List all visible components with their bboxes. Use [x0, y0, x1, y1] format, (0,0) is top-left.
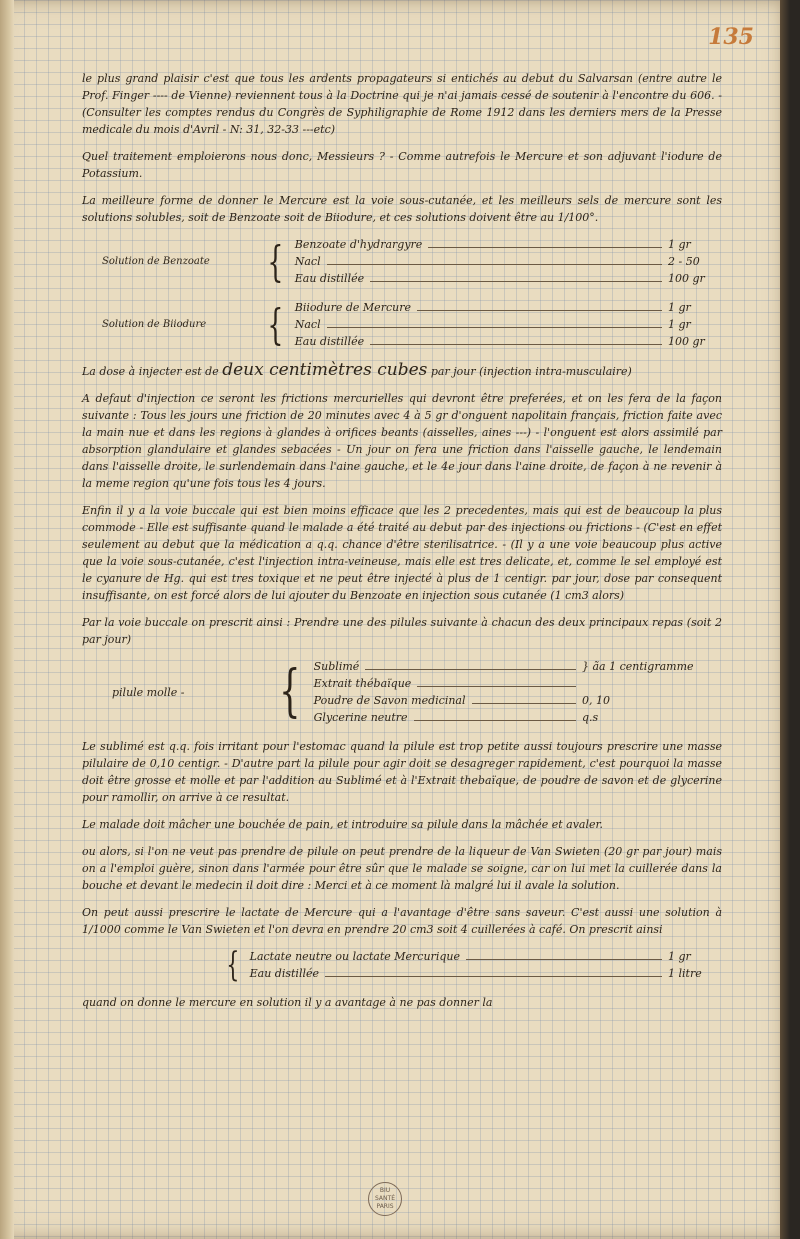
- recipe-label: Solution de Benzoate: [102, 256, 210, 267]
- brace-icon: {: [226, 945, 240, 985]
- ingredient-row: Glycerine neutre q.s: [313, 711, 599, 724]
- ingredient-row: Sublimé } ãa 1 centigramme: [313, 660, 694, 673]
- recipe-label: Solution de Biiodure: [102, 319, 207, 330]
- paragraph-prescription: Par la voie buccale on prescrit ainsi : Prendre une des pilules suivante à chacun des deux principaux repas (soit 2 par jour): [82, 616, 722, 646]
- paragraph-frictions: A defaut d'injection ce seront les frictions mercurielles qui devront être preferées, et on les fera de la façon suivante : Tous les jours une friction de 20 minutes avec 4 à 5 gr d'onguent napolitain français, friction faite avec la main nue et dans les regions à glandes à orifices beants (aisselles, aines ---) - l'onguent est alors assimilé par absorption glandulaire et glandes sebacées - Un jour on fera une friction dans l'aisselle gauche, le lendemain dans l'aisselle droite, le surlendemain dans l'aine gauche, et le 4e jour dans l'aine droite, de façon à ne revenir à la meme region qu'une fois tous les 4 jours.: [82, 392, 722, 490]
- recipe-benzoate: [82, 236, 722, 287]
- ingredient-row: Nacl 2 - 50: [294, 255, 700, 268]
- page-binding: [0, 0, 14, 1239]
- paragraph-sublime: Le sublimé est q.q. fois irritant pour l'estomac quand la pilule est trop petite aussi toujours prescrire une masse pilulaire de 0,10 centigr. - D'autre part la pilule pour agir doit se desagreger rapidement, c'est pourquoi la masse doit être grosse et molle et par l'addition au Sublimé et à l'Extrait thebaïque, de poudre de savon et de glycerine pour ramollir, on arrive à ce resultat.: [82, 740, 722, 804]
- ingredient-row: Eau distillée 100 gr: [294, 272, 705, 285]
- paragraph-salvarsan: le plus grand plaisir c'est que tous les ardents propagateurs si entichés au debut du Salvarsan (entre autre le Prof. Finger ---- de Vienne) reviennent tous à la Doctrine qui je n'ai jamais cessé de soutenir à l'encontre du 606. - (Consulter les comptes rendus du Congrès de Syphiligraphie de Rome 1912 dans les derniers mers de la Presse medicale du mois d'Avril - N: 31, 32-33 ---etc): [82, 72, 722, 136]
- ingredient-row: Eau distillée 100 gr: [294, 335, 705, 348]
- ingredient-row: Poudre de Savon medicinal 0, 10: [313, 694, 610, 707]
- library-stamp: BIU SANTÉ PARIS: [368, 1182, 402, 1216]
- ingredient-list: [295, 236, 722, 287]
- ingredient-row: Extrait thébaïque: [314, 675, 722, 692]
- recipe-biiodure: [82, 299, 722, 350]
- paragraph-last-line: quand on donne le mercure en solution il y a avantage à ne pas donner la: [82, 996, 493, 1009]
- ingredient-row: Nacl 1 gr: [294, 318, 691, 331]
- paragraph-mercury-form: La meilleure forme de donner le Mercure est la voie sous-cutanée, et les meilleurs sels de mercure sont les solutions solubles, soit de Benzoate soit de Biiodure, et ces solutions doivent être au 1/100°.: [82, 194, 722, 224]
- ingredient-row: Lactate neutre ou lactate Mercurique 1 gr: [249, 950, 691, 963]
- brace-icon: {: [267, 236, 284, 286]
- page-number: 135: [708, 24, 754, 50]
- manuscript-text: [82, 70, 722, 1021]
- paragraph-macher: Le malade doit mâcher une bouchée de pain, et introduire sa pilule dans la mâchée et avaler.: [82, 818, 604, 831]
- paragraph-treatment: Quel traitement emploierons nous donc, Messieurs ? - Comme autrefois le Mercure et son adjuvant l'iodure de Potassium.: [82, 150, 722, 180]
- paragraph-dose: La dose à injecter est de deux centimètres cubes par jour (injection intra-musculaire): [82, 360, 632, 380]
- ingredient-list: [250, 948, 722, 982]
- paragraph-voie-buccale: Enfin il y a la voie buccale qui est bien moins efficace que les 2 precedentes, mais qui est de beaucoup la plus commode - Elle est suffisante quand le malade a été traité au debut par des injections ou frictions - (C'est en effet seulement au debut que la médication a q.q. chance d'être sterilisatrice. - (Il y a une voie beaucoup plus active que la voie sous-cutanée, c'est l'injection intra-veineuse, mais elle est tres delicate, et, comme le sel employé est le cyanure de Hg. qui est tres toxique et ne peut être injecté à plus de 1 centigr. par jour, dose par consequent insuffisante, on est forcé alors de lui ajouter du Benzoate en injection sous cutanée (1 cm3 alors): [82, 504, 722, 602]
- recipe-lactate: [222, 945, 722, 985]
- brace-icon: {: [267, 299, 284, 349]
- ingredient-row: Eau distillée 1 litre: [249, 967, 702, 980]
- ingredient-row: Benzoate d'hydrargyre 1 gr: [294, 238, 691, 251]
- ingredient-row: Biiodure de Mercure 1 gr: [294, 301, 691, 314]
- paragraph-lactate: On peut aussi prescrire le lactate de Mercure qui a l'avantage d'être sans saveur. C'est aussi une solution à 1/1000 comme le Van Swieten et l'on devra en prendre 20 cm3 soit 4 cuillerées à café. On prescrit ainsi: [82, 906, 722, 936]
- dose-emphasis: deux centimètres cubes: [222, 360, 428, 380]
- brace-icon: {: [279, 659, 301, 724]
- ingredient-list: [314, 658, 722, 726]
- recipe-label: pilule molle -: [112, 685, 185, 699]
- recipe-pilule: [82, 658, 722, 726]
- page-edge: [780, 0, 790, 1239]
- ingredient-list: [295, 299, 722, 350]
- paragraph-van-swieten: ou alors, si l'on ne veut pas prendre de pilule on peut prendre de la liqueur de Van Swieten (20 gr par jour) mais on a l'emploi guère, sinon dans l'armée pour être sûr que le malade se soigne, car on lui met la cuillerée dans la bouche et devant le medecin il doit dire : Merci et à ce moment là malgré lui il avale la solution.: [82, 845, 722, 892]
